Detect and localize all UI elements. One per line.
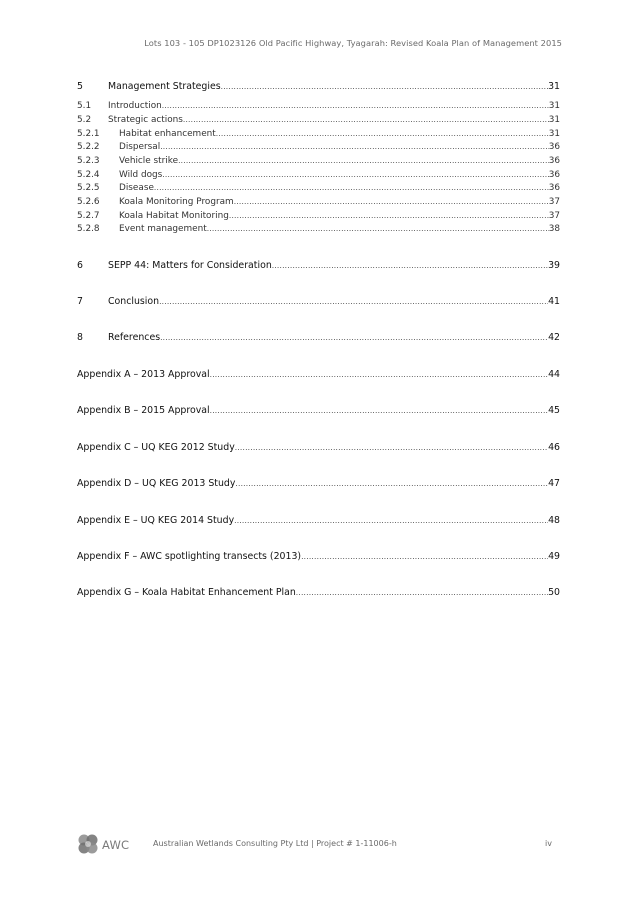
toc-entry-title: Appendix B – 2015 Approval: [77, 405, 210, 416]
toc-dot-leader: [234, 195, 549, 208]
toc-entry-page: 45: [548, 405, 560, 416]
toc-entry-title: Dispersal: [119, 142, 161, 152]
toc-entry[interactable]: [77, 222, 560, 235]
toc-dot-leader: [210, 404, 548, 417]
toc-entry-page: 36: [548, 142, 560, 152]
toc-entry-page: 37: [548, 211, 560, 221]
toc-dot-leader: [160, 140, 549, 153]
toc-entry-title: References: [108, 332, 161, 343]
toc-entry[interactable]: [77, 113, 560, 126]
footer-company-project: Australian Wetlands Consulting Pty Ltd | Project # 1-11006-h: [153, 839, 397, 848]
toc-entry[interactable]: [77, 154, 560, 167]
toc-entry-title: Koala Habitat Monitoring: [119, 211, 229, 221]
toc-entry-number: 6: [77, 260, 83, 271]
toc-entry-page: 36: [548, 183, 560, 193]
toc-entry-page: 42: [548, 332, 560, 343]
toc-entry[interactable]: [77, 550, 560, 563]
toc-entry-page: 31: [548, 115, 560, 125]
toc-entry[interactable]: [77, 127, 560, 140]
toc-entry[interactable]: [77, 331, 560, 344]
toc-entry-page: 44: [548, 369, 560, 380]
toc-dot-leader: [162, 99, 549, 112]
toc-entry-page: 36: [548, 170, 560, 180]
toc-dot-leader: [216, 127, 549, 140]
toc-dot-leader: [154, 181, 549, 194]
toc-dot-leader: [221, 80, 548, 93]
toc-entry-page: 38: [548, 224, 560, 234]
awc-logo-icon: [76, 832, 100, 856]
toc-entry[interactable]: [77, 514, 560, 527]
toc-entry-number: 5.2.8: [77, 224, 100, 234]
toc-entry[interactable]: [77, 209, 560, 222]
toc-dot-leader: [296, 586, 548, 599]
toc-entry[interactable]: [77, 586, 560, 599]
toc-dot-leader: [234, 514, 548, 527]
toc-entry-page: 49: [548, 551, 560, 562]
toc-entry-title: Appendix C – UQ KEG 2012 Study: [77, 442, 235, 453]
toc-dot-leader: [183, 113, 549, 126]
toc-entry-number: 5.2.1: [77, 129, 100, 139]
toc-entry-title: Management Strategies: [108, 81, 221, 92]
toc-entry-number: 5.2: [77, 115, 92, 125]
toc-entry-page: 31: [548, 101, 560, 111]
toc-entry-page: 41: [548, 296, 560, 307]
toc-entry-page: 39: [548, 260, 560, 271]
toc-entry[interactable]: [77, 80, 560, 93]
toc-entry-page: 31: [548, 81, 560, 92]
toc-entry[interactable]: [77, 295, 560, 308]
toc-dot-leader: [301, 550, 548, 563]
toc-entry-number: 5.2.5: [77, 183, 100, 193]
toc-entry-title: Appendix E – UQ KEG 2014 Study: [77, 515, 235, 526]
toc-entry-number: 5.1: [77, 101, 92, 111]
toc-entry[interactable]: [77, 140, 560, 153]
toc-entry-page: 50: [548, 587, 560, 598]
toc-dot-leader: [207, 222, 549, 235]
toc-entry-page: 36: [548, 156, 560, 166]
toc-entry-number: 8: [77, 332, 83, 343]
logo-text: AWC: [102, 838, 130, 852]
toc-entry[interactable]: [77, 441, 560, 454]
toc-entry[interactable]: [77, 368, 560, 381]
toc-entry-number: 5: [77, 81, 83, 92]
toc-dot-leader: [210, 368, 548, 381]
toc-entry-page: 47: [548, 478, 560, 489]
toc-dot-leader: [229, 209, 549, 222]
toc-entry-title: Appendix D – UQ KEG 2013 Study: [77, 478, 236, 489]
toc-entry[interactable]: [77, 259, 560, 272]
toc-entry-title: Koala Monitoring Program: [119, 197, 234, 207]
toc-entry-title: Event management: [119, 224, 207, 234]
toc-entry-page: 37: [548, 197, 560, 207]
toc-entry-title: Wild dogs: [119, 170, 163, 180]
toc-dot-leader: [235, 477, 548, 490]
page-footer: [76, 830, 552, 858]
toc-entry-title: Appendix F – AWC spotlighting transects (2013): [77, 551, 302, 562]
toc-entry-title: Strategic actions: [108, 115, 183, 125]
toc-dot-leader: [160, 331, 548, 344]
toc-entry-title: Appendix G – Koala Habitat Enhancement Plan: [77, 587, 296, 598]
toc-dot-leader: [235, 441, 548, 454]
toc-entry[interactable]: [77, 99, 560, 112]
toc-dot-leader: [178, 154, 549, 167]
toc-entry-number: 7: [77, 296, 83, 307]
toc-dot-leader: [272, 259, 548, 272]
toc-entry-number: 5.2.6: [77, 197, 100, 207]
toc-entry[interactable]: [77, 477, 560, 490]
toc-dot-leader: [162, 168, 548, 181]
toc-entry[interactable]: [77, 181, 560, 194]
toc-entry[interactable]: [77, 168, 560, 181]
toc-entry-page: 46: [548, 442, 560, 453]
footer-page-number: iv: [545, 839, 552, 848]
toc-entry[interactable]: [77, 195, 560, 208]
toc-entry-title: Conclusion: [108, 296, 160, 307]
toc-entry-number: 5.2.2: [77, 142, 100, 152]
toc-entry[interactable]: [77, 404, 560, 417]
toc-entry-title: Habitat enhancement: [119, 129, 216, 139]
toc-entry-title: Appendix A – 2013 Approval: [77, 369, 210, 380]
toc-entry-page: 31: [548, 129, 560, 139]
toc-entry-title: Introduction: [108, 101, 162, 111]
running-header: Lots 103 - 105 DP1023126 Old Pacific Highway, Tyagarah: Revised Koala Plan of Management 2015: [144, 38, 562, 48]
toc-entry-title: SEPP 44: Matters for Consideration: [108, 260, 272, 271]
toc-entry-number: 5.2.7: [77, 211, 100, 221]
toc-entry-number: 5.2.4: [77, 170, 100, 180]
toc-entry-number: 5.2.3: [77, 156, 100, 166]
toc-dot-leader: [159, 295, 548, 308]
toc-entry-title: Vehicle strike: [119, 156, 179, 166]
toc-entry-title: Disease: [119, 183, 154, 193]
toc-entry-page: 48: [548, 515, 560, 526]
